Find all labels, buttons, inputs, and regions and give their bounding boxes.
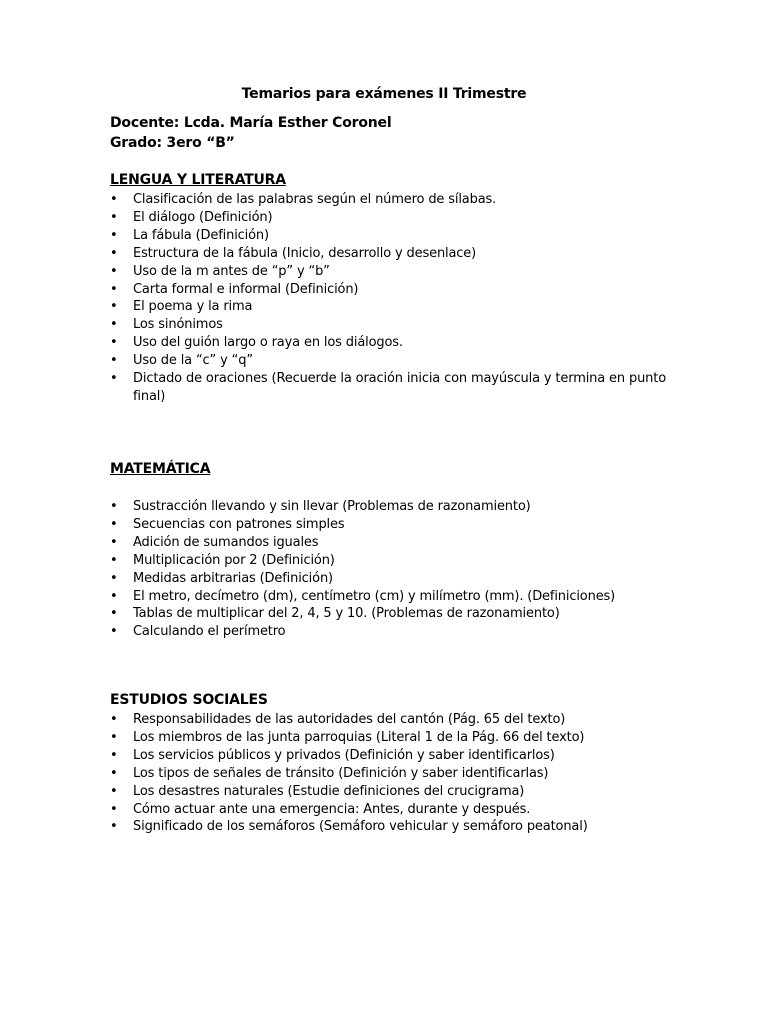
bullet-icon: • [110,712,118,727]
list-item [110,783,670,801]
list-item [110,334,670,352]
list-item-text: Medidas arbitrarias (Definición) [133,570,333,586]
list-item-text: El diálogo (Definición) [133,209,273,225]
list-item [110,765,670,783]
section-list-sociales [110,711,670,836]
list-item [110,263,670,281]
list-item-text: Significado de los semáforos (Semáforo vehicular y semáforo peatonal) [133,819,588,835]
list-item-text: El metro, decímetro (dm), centímetro (cm) y milímetro (mm). (Definiciones) [133,588,616,604]
list-item [110,209,670,227]
list-item [110,605,670,623]
bullet-icon: • [110,747,118,763]
list-item-text: Uso de la “c” y “q” [133,353,253,369]
list-item-text: Uso de la m antes de “p” y “b” [133,263,330,279]
section-heading-lengua: LENGUA Y LITERATURA [110,172,286,188]
bullet-icon: • [110,819,118,835]
bullet-icon: • [110,281,118,297]
list-item-text: Estructura de la fábula (Inicio, desarrollo y desenlace) [133,245,477,261]
bullet-icon: • [110,570,118,586]
bullet-icon: • [110,606,118,622]
list-item [110,281,670,299]
list-item-text: Secuencias con patrones simples [133,516,345,532]
list-item [110,370,670,406]
bullet-icon: • [110,245,118,261]
list-item [110,818,670,836]
bullet-icon: • [110,801,118,817]
bullet-icon: • [110,552,118,568]
list-item-text: Responsabilidades de las autoridades del cantón (Pág. 65 del texto) [133,712,566,727]
list-item [110,516,670,534]
bullet-icon: • [110,335,118,351]
section-heading-matematica: MATEMÁTICA [110,461,211,477]
list-item [110,227,670,245]
bullet-icon: • [110,263,118,279]
list-item-text: Tablas de multiplicar del 2, 4, 5 y 10. (Problemas de razonamiento) [133,606,560,622]
list-item [110,570,670,588]
list-item-text: Adición de sumandos iguales [133,534,319,550]
list-item-text: La fábula (Definición) [133,227,269,243]
bullet-icon: • [110,192,118,207]
bullet-icon: • [110,209,118,225]
list-item-text: Los servicios públicos y privados (Definición y saber identificarlos) [133,747,555,763]
list-item [110,352,670,370]
list-item [110,534,670,552]
bullet-icon: • [110,783,118,799]
bullet-icon: • [110,353,118,369]
list-item-text: El poema y la rima [133,299,253,315]
list-item-text: Los sinónimos [133,317,223,333]
list-item [110,588,670,606]
bullet-icon: • [110,624,118,640]
document-title: Temarios para exámenes II Trimestre [241,86,527,102]
list-item [110,729,670,747]
bullet-icon: • [110,227,118,243]
section-list-matematica [110,498,670,641]
list-item-text: Sustracción llevando y sin llevar (Problemas de razonamiento) [133,499,531,514]
bullet-icon: • [110,534,118,550]
list-item [110,623,670,641]
list-item-text: Multiplicación por 2 (Definición) [133,552,335,568]
list-item [110,801,670,819]
bullet-icon: • [110,371,118,387]
list-item [110,498,670,516]
list-item-text: Calculando el perímetro [133,624,286,640]
list-item [110,552,670,570]
list-item-text: Dictado de oraciones (Recuerde la oración inicia con mayúscula y termina en punto final) [133,371,667,404]
grade-line: Grado: 3ero “B” [110,135,235,151]
bullet-icon: • [110,317,118,333]
list-item-text: Clasificación de las palabras según el número de sílabas. [133,192,497,207]
list-item-text: Uso del guión largo o raya en los diálogos. [133,335,403,351]
bullet-icon: • [110,299,118,315]
list-item [110,245,670,263]
list-item-text: Los desastres naturales (Estudie definiciones del crucigrama) [133,783,525,799]
list-item [110,711,670,729]
list-item [110,298,670,316]
bullet-icon: • [110,588,118,604]
list-item [110,747,670,765]
section-list-lengua [110,191,670,406]
section-heading-sociales: ESTUDIOS SOCIALES [110,692,268,708]
bullet-icon: • [110,729,118,745]
bullet-icon: • [110,516,118,532]
list-item-text: Los tipos de señales de tránsito (Definición y saber identificarlas) [133,765,549,781]
bullet-icon: • [110,765,118,781]
list-item-text: Los miembros de las junta parroquias (Literal 1 de la Pág. 66 del texto) [133,729,585,745]
list-item [110,191,670,209]
list-item-text: Carta formal e informal (Definición) [133,281,359,297]
list-item-text: Cómo actuar ante una emergencia: Antes, durante y después. [133,801,531,817]
list-item [110,316,670,334]
teacher-line: Docente: Lcda. María Esther Coronel [110,115,392,131]
bullet-icon: • [110,499,118,514]
